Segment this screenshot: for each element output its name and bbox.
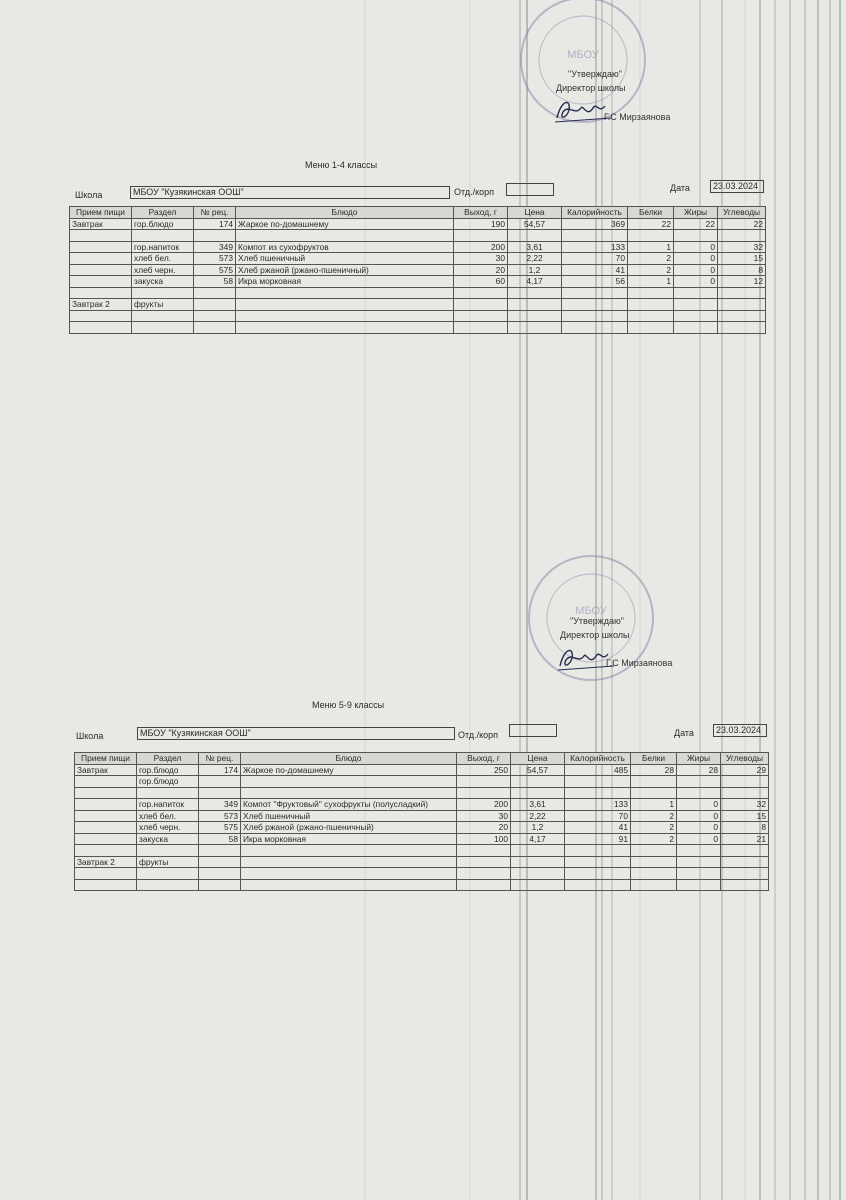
cell-meal xyxy=(70,241,132,253)
cell-section: гор.блюдо xyxy=(137,776,199,788)
cell-fat: 0 xyxy=(674,253,718,265)
cell-meal: Завтрак 2 xyxy=(70,299,132,311)
cell-dish xyxy=(236,310,454,322)
cell-fat: 0 xyxy=(677,810,721,822)
cell-section xyxy=(132,310,194,322)
cell-prot: 2 xyxy=(631,833,677,845)
director-name: Г.С Мирзаянова xyxy=(606,658,673,668)
table-row xyxy=(75,787,769,799)
cell-dish: Жаркое по-домашнему xyxy=(236,218,454,230)
cell-fat xyxy=(674,230,718,242)
cell-price: 4,17 xyxy=(511,833,565,845)
cell-meal xyxy=(70,276,132,288)
cell-fat: 0 xyxy=(674,264,718,276)
cell-dish xyxy=(241,868,457,880)
cell-carb xyxy=(718,287,766,299)
cell-out: 200 xyxy=(457,799,511,811)
cell-price: 2,22 xyxy=(508,253,562,265)
cell-dish xyxy=(236,322,454,334)
cell-section xyxy=(132,287,194,299)
cell-prot xyxy=(628,230,674,242)
cell-price xyxy=(511,868,565,880)
cell-rec xyxy=(199,868,241,880)
cell-section xyxy=(132,322,194,334)
cell-price xyxy=(508,230,562,242)
column-header: Углеводы xyxy=(721,753,769,765)
table-header-row xyxy=(75,753,769,765)
school-label: Школа xyxy=(75,190,103,200)
table-row xyxy=(70,230,766,242)
cell-price: 3,61 xyxy=(508,241,562,253)
cell-rec xyxy=(199,856,241,868)
cell-out: 30 xyxy=(457,810,511,822)
table-row xyxy=(75,879,769,891)
director-label: Директор школы xyxy=(560,630,630,640)
cell-carb: 15 xyxy=(721,810,769,822)
cell-dish: Жаркое по-домашнему xyxy=(241,764,457,776)
cell-section: хлеб бел. xyxy=(137,810,199,822)
column-header: Жиры xyxy=(674,207,718,219)
cell-rec xyxy=(194,287,236,299)
cell-carb xyxy=(718,322,766,334)
cell-rec xyxy=(199,776,241,788)
column-header: Блюдо xyxy=(241,753,457,765)
cell-dish: Икра морковная xyxy=(236,276,454,288)
cell-carb: 8 xyxy=(721,822,769,834)
cell-carb: 32 xyxy=(721,799,769,811)
table-row xyxy=(70,218,766,230)
table-row xyxy=(75,799,769,811)
cell-prot: 1 xyxy=(628,241,674,253)
cell-carb xyxy=(721,776,769,788)
cell-prot xyxy=(631,845,677,857)
cell-out xyxy=(457,845,511,857)
cell-prot: 1 xyxy=(628,276,674,288)
cell-price: 2,22 xyxy=(511,810,565,822)
cell-meal xyxy=(70,264,132,276)
cell-fat xyxy=(674,310,718,322)
cell-rec xyxy=(194,310,236,322)
cell-meal xyxy=(70,322,132,334)
cell-cal: 56 xyxy=(562,276,628,288)
cell-meal: Завтрак xyxy=(75,764,137,776)
cell-section: гор.блюдо xyxy=(137,764,199,776)
cell-carb: 8 xyxy=(718,264,766,276)
cell-cal xyxy=(562,322,628,334)
cell-prot: 2 xyxy=(631,810,677,822)
stamp-text: МБОУ xyxy=(575,605,607,617)
table-row xyxy=(75,833,769,845)
cell-carb: 21 xyxy=(721,833,769,845)
cell-price xyxy=(511,776,565,788)
table-row xyxy=(70,276,766,288)
cell-prot xyxy=(631,776,677,788)
cell-rec: 349 xyxy=(199,799,241,811)
cell-prot: 22 xyxy=(628,218,674,230)
cell-meal xyxy=(75,868,137,880)
table-row xyxy=(75,810,769,822)
cell-rec: 575 xyxy=(199,822,241,834)
cell-price xyxy=(508,310,562,322)
cell-meal xyxy=(75,879,137,891)
column-header: Калорийность xyxy=(565,753,631,765)
dept-label: Отд./корп xyxy=(454,187,494,197)
cell-section: хлеб бел. xyxy=(132,253,194,265)
cell-cal: 41 xyxy=(565,822,631,834)
cell-section: закуска xyxy=(137,833,199,845)
cell-fat xyxy=(677,787,721,799)
cell-rec: 58 xyxy=(194,276,236,288)
table-row xyxy=(70,241,766,253)
table-row xyxy=(75,776,769,788)
director-label: Директор школы xyxy=(556,83,626,93)
cell-price: 3,61 xyxy=(511,799,565,811)
cell-rec: 573 xyxy=(194,253,236,265)
cell-cal xyxy=(562,299,628,311)
table-row xyxy=(75,822,769,834)
cell-out: 60 xyxy=(454,276,508,288)
cell-price: 54,57 xyxy=(511,764,565,776)
cell-carb: 22 xyxy=(718,218,766,230)
cell-carb: 12 xyxy=(718,276,766,288)
cell-meal: Завтрак 2 xyxy=(75,856,137,868)
cell-fat xyxy=(674,299,718,311)
cell-section: фрукты xyxy=(132,299,194,311)
cell-rec xyxy=(194,299,236,311)
cell-prot xyxy=(628,310,674,322)
cell-price: 1,2 xyxy=(511,822,565,834)
cell-carb xyxy=(718,230,766,242)
table-row xyxy=(70,322,766,334)
cell-price xyxy=(511,787,565,799)
column-header: Раздел xyxy=(137,753,199,765)
cell-cal xyxy=(565,845,631,857)
cell-dish: Компот "Фруктовый" сухофрукты (полусладкий) xyxy=(241,799,457,811)
column-header: Калорийность xyxy=(562,207,628,219)
cell-out xyxy=(457,787,511,799)
cell-dish: Компот из сухофруктов xyxy=(236,241,454,253)
cell-prot xyxy=(631,868,677,880)
cell-cal: 369 xyxy=(562,218,628,230)
cell-out xyxy=(457,856,511,868)
cell-dish xyxy=(241,787,457,799)
menu-table xyxy=(74,752,769,891)
cell-section: хлеб черн. xyxy=(132,264,194,276)
cell-dish xyxy=(241,879,457,891)
cell-cal xyxy=(565,787,631,799)
cell-rec: 349 xyxy=(194,241,236,253)
cell-meal xyxy=(75,799,137,811)
cell-meal xyxy=(75,822,137,834)
cell-cal xyxy=(562,230,628,242)
cell-dish: Икра морковная xyxy=(241,833,457,845)
cell-prot: 2 xyxy=(631,822,677,834)
cell-carb xyxy=(721,845,769,857)
cell-out: 20 xyxy=(454,264,508,276)
cell-prot xyxy=(628,299,674,311)
cell-dish xyxy=(236,299,454,311)
cell-cal xyxy=(565,856,631,868)
cell-carb xyxy=(718,299,766,311)
cell-out xyxy=(457,879,511,891)
cell-prot xyxy=(628,287,674,299)
school-field: МБОУ "Кузякинская ООШ" xyxy=(137,727,455,740)
cell-cal xyxy=(562,287,628,299)
cell-section xyxy=(132,230,194,242)
column-header: Блюдо xyxy=(236,207,454,219)
cell-out: 200 xyxy=(454,241,508,253)
cell-cal xyxy=(565,868,631,880)
cell-out: 100 xyxy=(457,833,511,845)
menu-title: Меню 1-4 классы xyxy=(305,160,378,170)
cell-rec: 174 xyxy=(199,764,241,776)
cell-meal xyxy=(70,287,132,299)
approve-label: "Утверждаю" xyxy=(568,69,622,79)
cell-out xyxy=(454,299,508,311)
column-header: Белки xyxy=(628,207,674,219)
cell-price: 4,17 xyxy=(508,276,562,288)
cell-fat: 28 xyxy=(677,764,721,776)
cell-fat: 0 xyxy=(677,822,721,834)
cell-meal xyxy=(75,787,137,799)
cell-price xyxy=(511,845,565,857)
menu-table xyxy=(69,206,766,334)
cell-out: 30 xyxy=(454,253,508,265)
cell-out xyxy=(454,287,508,299)
cell-rec xyxy=(199,879,241,891)
column-header: № рец. xyxy=(194,207,236,219)
cell-dish: Хлеб пшеничный xyxy=(241,810,457,822)
menu-title: Меню 5-9 классы xyxy=(312,700,385,710)
cell-prot xyxy=(631,856,677,868)
column-header: Прием пищи xyxy=(70,207,132,219)
date-field: 23.03.2024 xyxy=(710,180,764,193)
cell-price: 1,2 xyxy=(508,264,562,276)
cell-prot xyxy=(628,322,674,334)
cell-section: хлеб черн. xyxy=(137,822,199,834)
cell-carb xyxy=(718,310,766,322)
cell-price xyxy=(508,322,562,334)
table-row xyxy=(70,299,766,311)
cell-cal xyxy=(562,310,628,322)
cell-meal xyxy=(70,310,132,322)
cell-section xyxy=(137,879,199,891)
stamp-text: МБОУ xyxy=(567,49,599,61)
cell-rec: 174 xyxy=(194,218,236,230)
cell-out: 250 xyxy=(457,764,511,776)
cell-dish xyxy=(241,856,457,868)
cell-carb xyxy=(721,787,769,799)
cell-fat xyxy=(674,287,718,299)
school-label: Школа xyxy=(76,731,104,741)
cell-section: гор.блюдо xyxy=(132,218,194,230)
cell-dish xyxy=(236,287,454,299)
column-header: Белки xyxy=(631,753,677,765)
cell-prot xyxy=(631,879,677,891)
cell-fat xyxy=(677,856,721,868)
table-row xyxy=(75,764,769,776)
cell-cal: 133 xyxy=(565,799,631,811)
column-header: Углеводы xyxy=(718,207,766,219)
cell-fat: 0 xyxy=(674,276,718,288)
school-field: МБОУ "Кузякинская ООШ" xyxy=(130,186,450,199)
cell-section: закуска xyxy=(132,276,194,288)
cell-prot: 1 xyxy=(631,799,677,811)
cell-carb: 29 xyxy=(721,764,769,776)
cell-out: 190 xyxy=(454,218,508,230)
dept-field xyxy=(509,724,557,737)
cell-section: фрукты xyxy=(137,856,199,868)
cell-carb xyxy=(721,879,769,891)
dept-field xyxy=(506,183,554,196)
cell-price xyxy=(511,879,565,891)
cell-fat: 0 xyxy=(674,241,718,253)
date-label: Дата xyxy=(674,728,694,738)
column-header: Выход, г xyxy=(454,207,508,219)
table-row xyxy=(75,845,769,857)
cell-fat xyxy=(677,845,721,857)
column-header: Цена xyxy=(508,207,562,219)
cell-out xyxy=(454,310,508,322)
table-header-row xyxy=(70,207,766,219)
cell-prot: 2 xyxy=(628,253,674,265)
cell-fat xyxy=(677,776,721,788)
cell-price xyxy=(508,287,562,299)
cell-meal xyxy=(75,833,137,845)
cell-meal xyxy=(75,776,137,788)
director-name: Г.С Мирзаянова xyxy=(604,112,671,122)
cell-cal: 485 xyxy=(565,764,631,776)
cell-dish xyxy=(241,776,457,788)
cell-rec: 573 xyxy=(199,810,241,822)
cell-rec xyxy=(194,322,236,334)
cell-carb xyxy=(721,856,769,868)
cell-cal xyxy=(565,879,631,891)
cell-cal: 41 xyxy=(562,264,628,276)
cell-cal: 91 xyxy=(565,833,631,845)
cell-dish xyxy=(241,845,457,857)
table-row xyxy=(70,287,766,299)
cell-prot xyxy=(631,787,677,799)
cell-fat xyxy=(677,879,721,891)
cell-fat xyxy=(674,322,718,334)
column-header: № рец. xyxy=(199,753,241,765)
cell-cal: 70 xyxy=(562,253,628,265)
cell-price: 54,57 xyxy=(508,218,562,230)
cell-meal xyxy=(75,845,137,857)
cell-cal: 70 xyxy=(565,810,631,822)
column-header: Цена xyxy=(511,753,565,765)
cell-fat xyxy=(677,868,721,880)
cell-section xyxy=(137,787,199,799)
cell-fat: 0 xyxy=(677,833,721,845)
dept-label: Отд./корп xyxy=(458,730,498,740)
table-row xyxy=(70,253,766,265)
cell-carb: 32 xyxy=(718,241,766,253)
approve-label: "Утверждаю" xyxy=(570,616,624,626)
cell-section xyxy=(137,845,199,857)
cell-prot: 28 xyxy=(631,764,677,776)
cell-cal: 133 xyxy=(562,241,628,253)
cell-cal xyxy=(565,776,631,788)
date-field: 23.03.2024 xyxy=(713,724,767,737)
cell-out xyxy=(454,230,508,242)
cell-meal xyxy=(70,230,132,242)
column-header: Раздел xyxy=(132,207,194,219)
cell-rec: 575 xyxy=(194,264,236,276)
cell-rec: 58 xyxy=(199,833,241,845)
cell-carb: 15 xyxy=(718,253,766,265)
table-row xyxy=(75,856,769,868)
cell-carb xyxy=(721,868,769,880)
column-header: Прием пищи xyxy=(75,753,137,765)
cell-out xyxy=(454,322,508,334)
table-row xyxy=(70,264,766,276)
cell-price xyxy=(508,299,562,311)
cell-meal xyxy=(75,810,137,822)
cell-meal: Завтрак xyxy=(70,218,132,230)
cell-fat: 0 xyxy=(677,799,721,811)
date-label: Дата xyxy=(670,183,690,193)
cell-out: 20 xyxy=(457,822,511,834)
cell-price xyxy=(511,856,565,868)
cell-dish xyxy=(236,230,454,242)
cell-section xyxy=(137,868,199,880)
cell-dish: Хлеб ржаной (ржано-пшеничный) xyxy=(236,264,454,276)
column-header: Жиры xyxy=(677,753,721,765)
cell-fat: 22 xyxy=(674,218,718,230)
cell-rec xyxy=(194,230,236,242)
cell-dish: Хлеб пшеничный xyxy=(236,253,454,265)
cell-meal xyxy=(70,253,132,265)
column-header: Выход, г xyxy=(457,753,511,765)
cell-section: гор.напиток xyxy=(137,799,199,811)
cell-out xyxy=(457,776,511,788)
cell-rec xyxy=(199,787,241,799)
cell-prot: 2 xyxy=(628,264,674,276)
table-row xyxy=(75,868,769,880)
table-row xyxy=(70,310,766,322)
cell-rec xyxy=(199,845,241,857)
cell-dish: Хлеб ржаной (ржано-пшеничный) xyxy=(241,822,457,834)
cell-out xyxy=(457,868,511,880)
cell-section: гор.напиток xyxy=(132,241,194,253)
